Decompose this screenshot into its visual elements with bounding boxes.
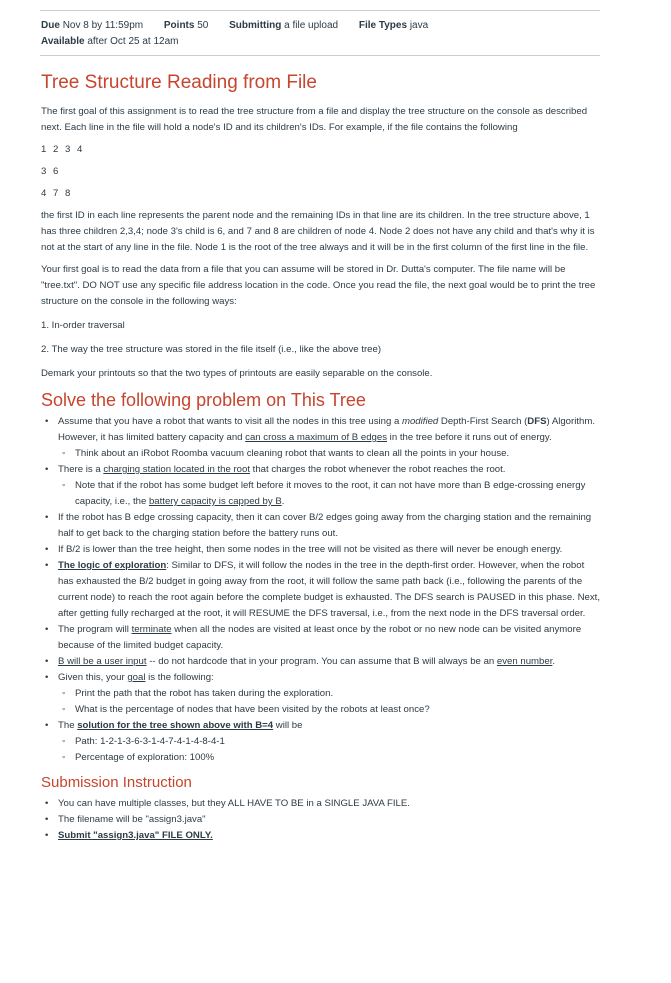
list-item: ◦ What is the percentage of nodes that have been visited by the robots at least once?: [58, 702, 601, 718]
due-value: Nov 8 by 11:59pm: [62, 20, 144, 31]
top-divider: [40, 10, 600, 11]
section-title-solve-problem: Solve the following problem on This Tree: [41, 390, 366, 410]
assignment-description: [41, 70, 601, 844]
terminate-emphasis: terminate: [131, 624, 172, 635]
submit-only-emphasis: Submit "assign3.java" FILE ONLY.: [58, 830, 213, 841]
points-value: 50: [197, 20, 209, 31]
file-line-2: 3 6: [41, 166, 61, 177]
battery-cap-emphasis: battery capacity is capped by B: [148, 496, 282, 507]
list-item: • If the robot has B edge crossing capacity, then it can cover B/2 edges going away from the charging station and the remaining half to get back to the charging station before the battery runs out.: [41, 510, 601, 542]
goal-emphasis: goal: [127, 672, 146, 683]
section-title-submission: Submission Instruction: [41, 774, 192, 791]
list-item: • The logic of exploration: Similar to DFS, it will follow the nodes in the tree in the depth-first order. However, when the robot has exhausted the B/2 budget in going away from the root, it will follow the same path back (i.e., following the parents of the current node) to reach the root again before the complete budget is exhausted. The DFS search is PAUSED in this phase. Next, after getting fully recharged at the root, it will RESUME the DFS traversal, i.e., from the next node in the DFS traversal order.: [41, 558, 601, 622]
list-item: • Assume that you have a robot that wants to visit all the nodes in this tree using a modified Depth-First Search (DFS) Algorithm. However, it has limited battery capacity and can cross a maximum of B edges in the tree before it runs out of energy. ◦ Think about an iRobot Roomba vacuum cleaning robot that wants to clean all the points in your house.: [41, 414, 601, 462]
list-item: • You can have multiple classes, but they ALL HAVE TO BE in a SINGLE JAVA FILE.: [41, 796, 601, 812]
list-item: • The program will terminate when all the nodes are visited at least once by the robot or no new node can be visited anymore because of the limited budget capacity.: [41, 622, 601, 654]
available-value: after Oct 25 at 12am: [87, 36, 179, 47]
traversal-option-2: 2. The way the tree structure was stored in the file itself (i.e., like the above tree): [41, 344, 382, 355]
list-item: • The filename will be "assign3.java": [41, 812, 601, 828]
file-types-value: java: [409, 20, 429, 31]
list-item: • The solution for the tree shown above with B=4 will be ◦ Path: 1-2-1-3-6-3-1-4-7-4-1-4-8-4-1 ◦ Percentage of exploration: 100%: [41, 718, 601, 766]
max-edges-emphasis: can cross a maximum of B edges: [245, 432, 388, 443]
goal-paragraph: Your first goal is to read the data from a file that you can assume will be stored in Dr. Dutta's computer. The file name will be "tree.txt". DO NOT use any specific file address location in the code. Once you read the file, the next goal would be to print the tree structure on the console in the following ways:: [41, 264, 596, 307]
intro-paragraph: The first goal of this assignment is to read the tree structure from a file and display the tree structure on the console as described next. Each line in the file will hold a node's ID and its children's IDs. For example, if the file contains the following: [41, 106, 588, 133]
list-item: ◦ Print the path that the robot has taken during the exploration.: [58, 686, 601, 702]
list-item: • There is a charging station located in the root that charges the robot whenever the robot reaches the root. ◦ Note that if the robot has some budget left before it moves to the root, it can not have more than B edge-crossing energy capacity, i.e., the battery capacity is capped by B.: [41, 462, 601, 510]
list-item: • If B/2 is lower than the tree height, then some nodes in the tree will not be visited as there will never be enough energy.: [41, 542, 601, 558]
meta-divider: [40, 55, 600, 56]
charging-station-emphasis: charging station located in the root: [103, 464, 250, 475]
list-item: ◦ Note that if the robot has some budget left before it moves to the root, it can not have more than B edge-crossing energy capacity, i.e., the battery capacity is capped by B.: [58, 478, 601, 510]
due-label: Due: [41, 20, 60, 31]
list-item: [41, 828, 601, 844]
logic-of-exploration-emphasis: The logic of exploration: [58, 560, 167, 571]
assignment-details: [41, 18, 428, 50]
file-types-label: File Types: [358, 20, 408, 31]
file-line-3: 4 7 8: [41, 188, 73, 199]
submission-list: [41, 796, 601, 844]
submitting-value: a file upload: [284, 20, 339, 31]
list-item: ◦ Think about an iRobot Roomba vacuum cleaning robot that wants to clean all the points in your house.: [58, 446, 601, 462]
submitting-label: Submitting: [229, 20, 282, 31]
user-input-emphasis: B will be a user input: [58, 656, 147, 667]
demark-paragraph: Demark your printouts so that the two types of printouts are easily separable on the console.: [41, 368, 433, 379]
list-item: • Given this, your goal is the following: ◦ Print the path that the robot has taken during the exploration. ◦ What is the percentage of nodes that have been visited by the robots at least once?: [41, 670, 601, 718]
points-label: Points: [163, 20, 195, 31]
explain-paragraph: the first ID in each line represents the parent node and the remaining IDs in that line are its children. In the tree structure above, 1 has three children 2,3,4; node 3's child is 6, and 7 and 8 are children of node 4. Node 2 does not have any child and that's why it is not at the start of any line in the file. Node 1 is the root of the tree always and it will be in the first column of the first line in the file.: [41, 210, 595, 253]
problem-list: [41, 414, 601, 766]
list-item: • B will be a user input -- do not hardcode that in your program. You can assume that B will always be an even number.: [41, 654, 601, 670]
list-item: ◦ Path: 1-2-1-3-6-3-1-4-7-4-1-4-8-4-1: [58, 734, 601, 750]
even-number-emphasis: even number: [496, 656, 553, 667]
traversal-option-1: 1. In-order traversal: [41, 320, 125, 331]
list-item: ◦ Percentage of exploration: 100%: [58, 750, 601, 766]
section-title-tree-structure: Tree Structure Reading from File: [41, 72, 317, 93]
file-line-1: 1 2 3 4: [41, 144, 85, 155]
solution-emphasis: solution for the tree shown above with B=4: [77, 720, 274, 731]
available-label: Available: [41, 36, 85, 47]
